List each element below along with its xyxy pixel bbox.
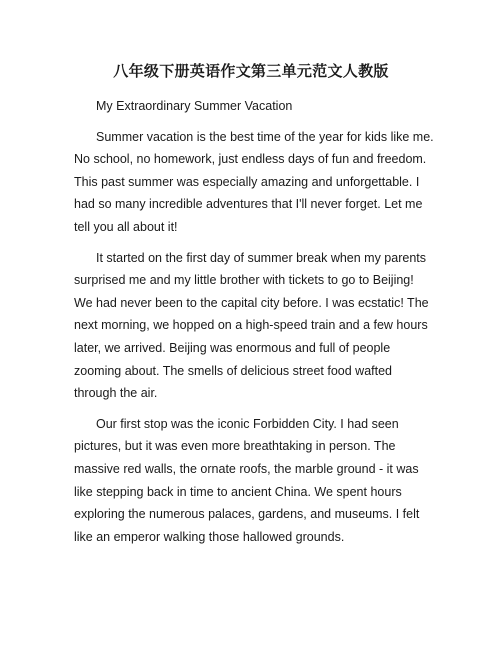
paragraph-2: It started on the first day of summer break when my parents surprised me and my little brother with tickets to go to Beijing! We had never been to the capital city before. I was ecstatic! The next morning, we hopped on a high-speed train and a few hours later, we arrived. Beijing was enormous and full of people zooming about. The smells of delicious street food wafted through the air. [74,250,429,401]
essay-title: My Extraordinary Summer Vacation [96,99,293,113]
essay-body [74,95,434,556]
paragraph-1: Summer vacation is the best time of the year for kids like me. No school, no homework, just endless days of fun and freedom. This past summer was especially amazing and unforgettable. I had so many incredible adventures that I'll never forget. Let me tell you all about it! [74,129,434,234]
paragraph-3: Our first stop was the iconic Forbidden City. I had seen pictures, but it was even more breathtaking in person. The massive red walls, the ornate roofs, the marble ground - it was like stepping back in time to ancient China. We spent hours exploring the numerous palaces, gardens, and museums. I felt like an emperor walking those hallowed grounds. [74,416,420,544]
document-title: 八年级下册英语作文第三单元范文人教版 [113,62,389,80]
